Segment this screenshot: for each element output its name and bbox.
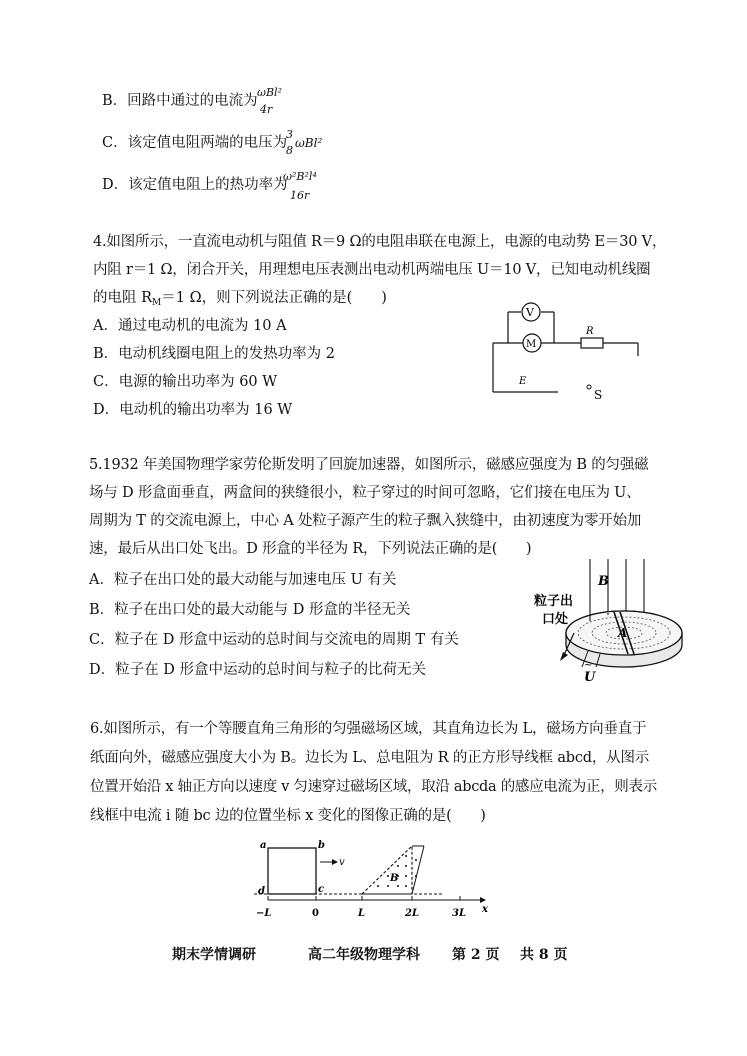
q3-option-c-numerator: 3	[286, 128, 293, 141]
q3-option-d-denominator: 16r	[290, 189, 310, 202]
q6-corner-a: a	[260, 840, 267, 851]
q4-source-label: E	[519, 376, 527, 387]
q3-option-b	[102, 92, 258, 110]
q4-option-c: C．电源的输出功率为 60 W	[93, 374, 278, 390]
q5-option-b: B．粒子在出口处的最大动能与 D 形盒的半径无关	[89, 602, 411, 618]
q5-center-label: A	[618, 626, 628, 640]
q5-option-c: C．粒子在 D 形盒中运动的总时间与交流电的周期 T 有关	[89, 632, 459, 648]
q3-option-d	[102, 176, 288, 194]
q6-tick-2l: 2L	[405, 908, 419, 919]
q3-option-c-text: C．该定值电阻两端的电压为	[102, 135, 288, 151]
q4-resistor-label: R	[586, 326, 594, 337]
q5-stem-line-1: 5.1932 年美国物理学家劳伦斯发明了回旋加速器，如图所示，磁感应强度为 B 的匀强磁	[89, 457, 649, 473]
q5-stem-line-2: 场与 D 形盒面垂直，两盒间的狭缝很小，粒子穿过的时间可忽略，它们接在电压为 U、	[89, 485, 641, 501]
q6-stem-line-1: 6.如图所示，有一个等腰直角三角形的匀强磁场区域，其直角边长为 L，磁场方向垂直于	[90, 721, 647, 737]
q5-exit-label-2: 口处	[542, 612, 569, 627]
q6-tick-zero: 0	[312, 908, 319, 919]
footer-middle: 高二年级物理学科	[308, 947, 420, 963]
q6-velocity-label: v	[339, 857, 345, 868]
q4-stem-subscript: M	[152, 298, 162, 308]
q6-corner-d: d	[258, 886, 265, 897]
footer-page: 第 2 页	[452, 947, 500, 963]
q5-field-label: B	[598, 574, 609, 589]
q5-voltage-label: U	[584, 670, 596, 685]
q6-tick-3l: 3L	[452, 908, 466, 919]
q4-motor-label: M	[526, 339, 537, 350]
q4-stem-line-3	[93, 289, 387, 312]
q3-option-b-denominator: 4r	[260, 103, 273, 116]
q4-stem-line-1: 4.如图所示，一直流电动机与阻值 R＝9 Ω的电阻串联在电源上，电源的电动势 E＝30 V，	[93, 234, 667, 250]
q6-stem-line-3: 位置开始沿 x 轴正方向以速度 v 匀速穿过磁场区域，取沿 abcda 的感应电流为正，则表示	[90, 779, 657, 795]
q4-switch-label: S	[594, 388, 603, 402]
q4-voltmeter-label: V	[526, 306, 534, 319]
q4-option-a: A．通过电动机的电流为 10 A	[93, 318, 287, 334]
q6-tick-l: L	[358, 908, 366, 919]
q4-switch-terminal	[587, 385, 591, 389]
q6-corner-c: c	[318, 884, 325, 895]
q4-circuit-figure	[488, 298, 648, 402]
q6-tick-neg-l: −L	[256, 908, 272, 919]
q6-stem-line-2: 纸面向外，磁感应强度大小为 B。边长为 L、总电阻为 R 的正方形导线框 abcd，从图示	[90, 750, 650, 766]
q5-stem-line-3: 周期为 T 的交流电源上，中心 A 处粒子源产生的粒子飘入狭缝中，由初速度为零开始加	[89, 513, 642, 529]
q6-corner-b: b	[318, 840, 325, 851]
q4-stem-line-3a: 的电阻 R	[93, 290, 153, 306]
q6-field-label: B	[390, 873, 399, 884]
q4-option-d: D．电动机的输出功率为 16 W	[93, 402, 293, 418]
q4-stem-line-3b: ＝1 Ω，则下列说法正确的是( )	[161, 290, 387, 306]
q3-option-d-text: D．该定值电阻上的热功率为	[102, 177, 288, 193]
q6-axis-label: x	[482, 904, 488, 915]
footer-total: 共 8 页	[520, 947, 568, 963]
q6-loop-field-figure	[250, 836, 500, 922]
q5-stem-line-4: 速，最后从出口处飞出。D 形盒的半径为 R，下列说法正确的是( )	[89, 541, 532, 557]
q5-option-a: A．粒子在出口处的最大动能与加速电压 U 有关	[89, 572, 397, 588]
q5-option-d: D．粒子在 D 形盒中运动的总时间与粒子的比荷无关	[89, 662, 426, 678]
q3-option-b-text: B．回路中通过的电流为	[102, 93, 258, 109]
q4-option-b: B．电动机线圈电阻上的发热功率为 2	[93, 346, 335, 362]
q3-option-d-numerator: ω²B²l⁴	[283, 170, 317, 183]
q4-stem-line-2: 内阻 r＝1 Ω，闭合开关，用理想电压表测出电动机两端电压 U＝10 V，已知电动机线圈	[93, 262, 651, 278]
q3-option-c-denominator: 8	[286, 144, 293, 157]
footer-left: 期末学情调研	[172, 947, 256, 963]
q3-option-c-tail: ωBl²	[295, 136, 323, 150]
q5-cyclotron-figure	[530, 555, 700, 685]
q6-stem-line-4: 线框中电流 i 随 bc 边的位置坐标 x 变化的图像正确的是( )	[90, 808, 486, 824]
q3-option-c	[102, 134, 287, 152]
q5-ac-tilde: ~	[584, 660, 593, 671]
q3-option-b-numerator: ωBl²	[257, 86, 282, 99]
q5-exit-label-1: 粒子出	[534, 594, 574, 609]
